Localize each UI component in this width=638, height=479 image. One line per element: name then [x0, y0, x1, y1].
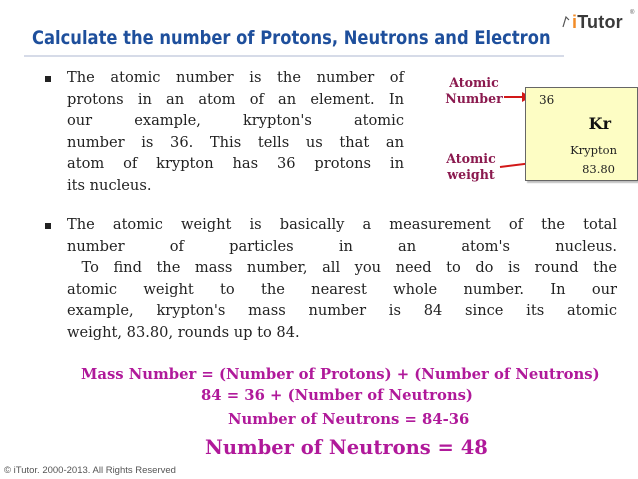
element-symbol: Kr [588, 114, 611, 133]
logo-registered: ® [630, 10, 635, 16]
atomic-weight: 83.80 [582, 162, 615, 176]
itutor-logo-mark-icon [562, 16, 570, 28]
bullet-1-line: number is 36. This tells us that an [67, 133, 404, 151]
atomic-weight-label [443, 151, 499, 183]
label-line: weight [447, 167, 495, 182]
bullet-1-line: our example, krypton's atomic [67, 112, 404, 129]
element-name-row [526, 143, 637, 157]
label-line: Atomic [449, 75, 499, 90]
equation-substitution: 84 = 36 + (Number of Neutrons) [201, 387, 473, 404]
equation-subtraction: Number of Neutrons = 84-36 [228, 411, 470, 428]
label-line: Number [445, 91, 503, 106]
bullet-1-line: protons in an atom of an element. In [67, 90, 404, 108]
logo-text: iTutor [572, 12, 623, 32]
bullet-2-line: number of particles in an atom's nucleus. [67, 237, 617, 255]
bullet-square-icon [45, 76, 51, 82]
atomic-number-label [443, 75, 505, 107]
element-symbol-row [526, 114, 637, 133]
equation-result: Number of Neutrons = 48 [205, 436, 488, 459]
copyright-footer: © iTutor. 2000-2013. All Rights Reserved [4, 465, 176, 476]
label-line: Atomic [446, 151, 496, 166]
bullet-2-line: weight, 83.80, rounds up to 84. [67, 323, 300, 341]
element-name: Krypton [570, 143, 617, 157]
bullet-1-line: atom of krypton has 36 protons in [67, 155, 404, 172]
bullet-2-line: To find the mass number, all you need to do is round the [67, 259, 617, 276]
element-card [525, 87, 638, 181]
bullet-1-line: its nucleus. [67, 176, 152, 194]
bullet-2-text [67, 214, 617, 343]
atomic-number: 36 [539, 93, 555, 107]
bullet-2-line: The atomic weight is basically a measurement of the total [67, 216, 617, 233]
atomic-weight-row [526, 162, 637, 176]
logo-name: Tutor [577, 12, 623, 32]
slide-title: Calculate the number of Protons, Neutrons and Electron [32, 27, 551, 49]
title-divider [24, 55, 564, 57]
bullet-2-line: atomic weight to the nearest whole number. In our [67, 280, 617, 298]
bullet-1-text [67, 67, 404, 196]
bullet-square-icon [45, 223, 51, 229]
bullet-2-line: example, krypton's mass number is 84 since its atomic [67, 302, 617, 319]
bullet-1-line: The atomic number is the number of [67, 69, 404, 86]
itutor-logo [556, 8, 636, 38]
equation-mass-number: Mass Number = (Number of Protons) + (Number of Neutrons) [81, 366, 600, 383]
